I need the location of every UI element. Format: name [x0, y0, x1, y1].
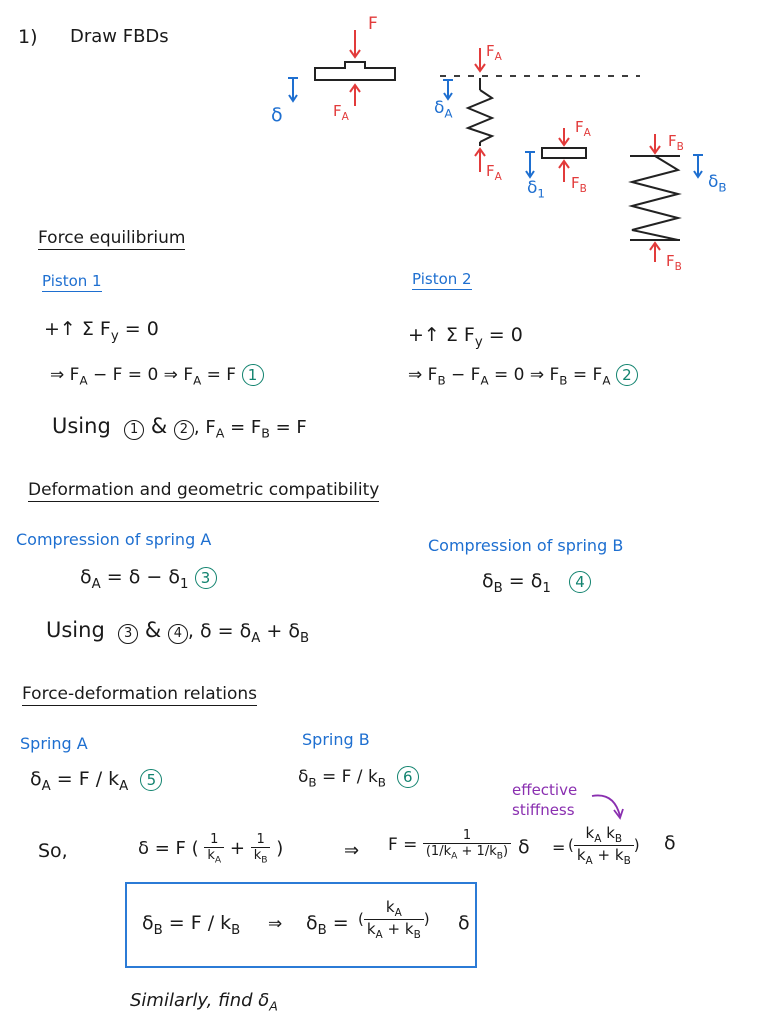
- boxed-rhs: $\delta_B$ =: [306, 912, 349, 938]
- using-1-and-2: Using 1 & 2 , $F_A = F_B = F$: [52, 414, 307, 441]
- spring-a-eq: $\delta_A = F / k_A$ 5: [30, 768, 162, 794]
- f-equation-delta: δ: [518, 836, 530, 858]
- compression-a-label: Compression of spring A: [16, 530, 212, 549]
- fbd-label-fb-springb-bottom: $F_B$: [666, 252, 682, 273]
- spring-b-eq: $\delta_B = F / k_B$ 6: [298, 766, 419, 789]
- section-heading-deformation: Deformation and geometric compatibility: [28, 480, 380, 500]
- fbd-label-delta-1: $\delta_1$: [527, 178, 545, 201]
- so-label: So,: [38, 840, 68, 862]
- fbd-label-fb-springb-top: $F_B$: [668, 132, 684, 153]
- fbd-label-fa-piston1: $F_A$: [333, 102, 349, 123]
- equation-number-3: 3: [195, 567, 217, 589]
- spring-a-fbd: [440, 48, 640, 172]
- fbd-label-fb-piston2: $F_B$: [571, 174, 587, 195]
- piston-1-label: Piston 1: [42, 272, 102, 290]
- fbd-label-f: F: [368, 14, 378, 34]
- equation-number-2: 2: [616, 364, 638, 386]
- fbd-label-fa-springa-top: $F_A$: [486, 42, 502, 63]
- effective-stiffness-delta: δ: [664, 832, 676, 854]
- equilibrium-sum-piston2: +↑ Σ $F_y = 0$: [408, 324, 523, 350]
- compression-a-eq: $\delta_A = \delta - \delta_1$ 3: [80, 566, 217, 592]
- equilibrium-sum-piston1: +↑ Σ $F_y = 0$: [44, 318, 159, 344]
- section-heading-force-equilibrium: Force equilibrium: [38, 228, 186, 248]
- fbd-label-delta: δ: [271, 104, 283, 126]
- equilibrium-result-piston1: ⇒ $F_A - F = 0$ ⇒ $F_A = F$ 1: [50, 364, 264, 387]
- equation-number-4: 4: [569, 571, 591, 593]
- implies-arrow: ⇒: [344, 840, 360, 861]
- problem-number: 1): [18, 26, 38, 48]
- boxed-lhs: $\delta_B = F / k_B$: [142, 912, 241, 938]
- page-title: Draw FBDs: [70, 26, 169, 47]
- piston-1-fbd: [288, 30, 395, 106]
- effective-stiffness-fraction: ( $\frac{k_A k_B}{k_A + k_B}$ ): [568, 824, 640, 867]
- equals-sign: =: [552, 838, 566, 857]
- section-heading-force-deformation: Force-deformation relations: [22, 684, 258, 704]
- spring-b-fbd: [630, 134, 703, 262]
- fbd-label-delta-a: $\delta_A$: [434, 98, 453, 121]
- equilibrium-result-piston2: ⇒ $F_B - F_A = 0$ ⇒ $F_B = F_A$ 2: [408, 364, 638, 387]
- fbd-label-fa-springa-bottom: $F_A$: [486, 162, 502, 183]
- piston-2-label: Piston 2: [412, 270, 472, 288]
- boxed-delta: δ: [458, 912, 470, 934]
- similarly-note: Similarly, find $\delta_A$: [130, 990, 278, 1014]
- so-delta-equation: δ = F ( $\frac{1}{k_A}$ + $\frac{1}{k_B}$ ): [138, 832, 284, 866]
- boxed-implies: ⇒: [268, 914, 283, 934]
- equation-number-6: 6: [397, 766, 419, 788]
- compression-b-eq: $\delta_B = \delta_1$ 4: [482, 570, 591, 596]
- using-3-and-4: Using 3 & 4 , $\delta = \delta_A + \delta_B$: [46, 618, 310, 646]
- effective-stiffness-annotation: effective stiffness: [512, 781, 578, 819]
- equation-number-1: 1: [242, 364, 264, 386]
- spring-b-label: Spring B: [302, 730, 370, 749]
- fbd-label-delta-b: $\delta_B$: [708, 172, 727, 195]
- compression-b-label: Compression of spring B: [428, 536, 624, 555]
- fbd-label-fa-piston2: $F_A$: [575, 118, 591, 139]
- spring-a-label: Spring A: [20, 734, 88, 753]
- boxed-fraction: ( $\frac{k_A}{k_A + k_B}$ ): [358, 898, 430, 941]
- f-equation: F = $\frac{1}{(1/k_A + 1/k_B)}$: [388, 828, 511, 862]
- equation-number-5: 5: [140, 769, 162, 791]
